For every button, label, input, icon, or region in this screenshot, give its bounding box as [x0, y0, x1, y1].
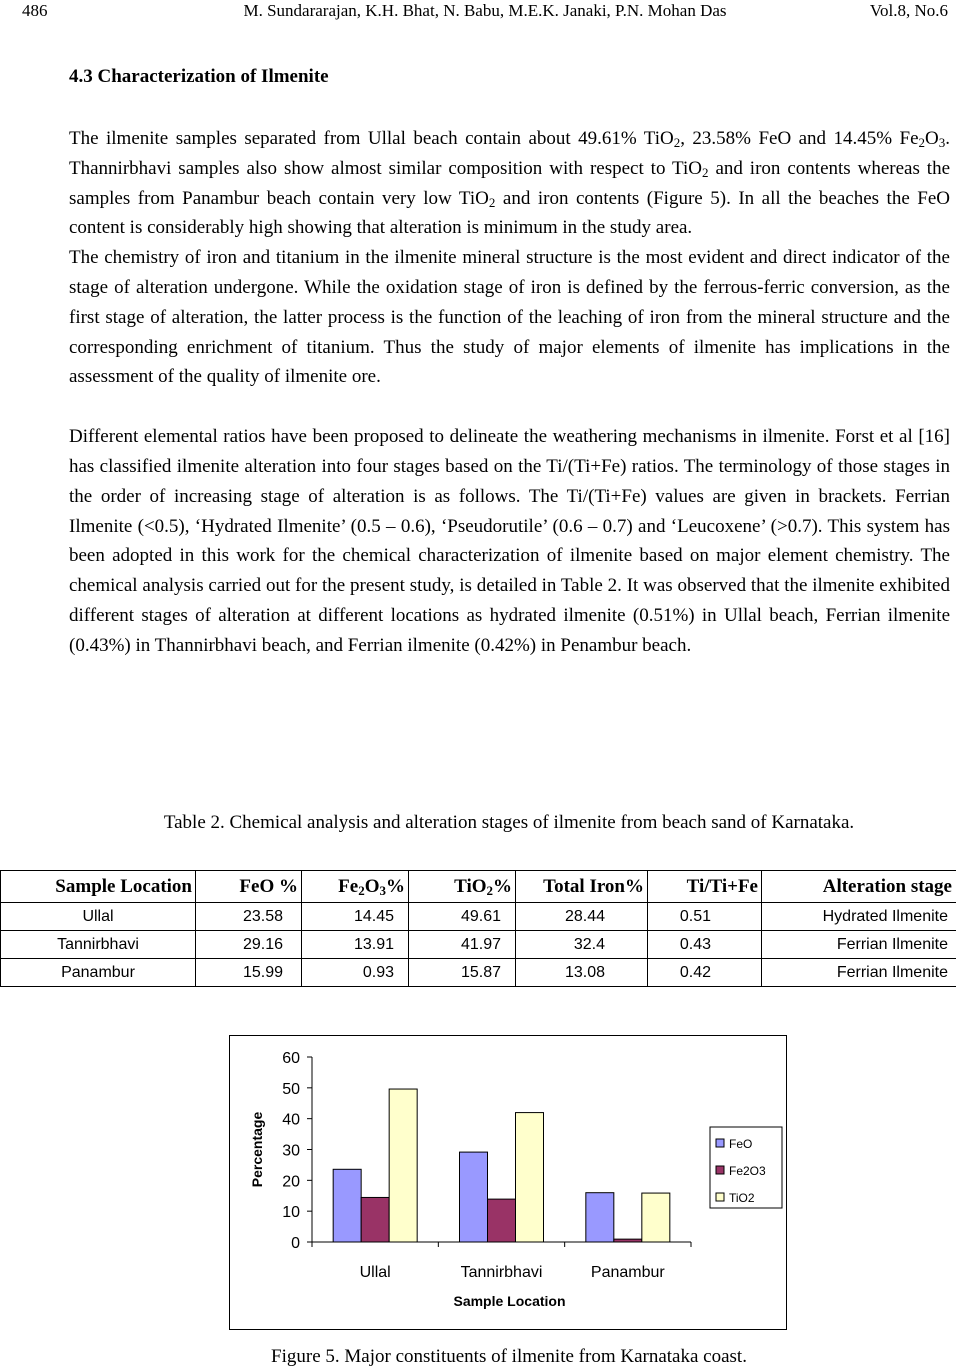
cell-tio2: 41.97 — [409, 931, 516, 959]
cell-feo: 23.58 — [196, 903, 302, 931]
figure-caption: Figure 5. Major constituents of ilmenite from Karnataka coast. — [271, 1346, 747, 1367]
header-fe2o3: $Fe_2O_3\%$ — [302, 871, 409, 903]
bar-chart-svg — [230, 1036, 786, 1329]
cell-tio2: 15.87 — [409, 959, 516, 987]
bar-feo — [586, 1193, 614, 1242]
cell-alteration-stage: Ferrian Ilmenite — [762, 959, 956, 987]
y-tick-label: 20 — [282, 1173, 300, 1191]
y-tick-label: 10 — [282, 1204, 300, 1222]
figure-5-chart — [229, 1035, 787, 1330]
chemical-analysis-table — [0, 870, 956, 987]
table-row — [1, 959, 956, 987]
paragraph-3: Different elemental ratios have been proposed to delineate the weathering mechanisms in ilmenite. Forst et al [16] has classified ilmenite alteration into four stages based on the Ti/(Ti+Fe) ratios. The terminology of those stages in the order of increasing stage of alteration is as follows. The Ti/(Ti+Fe) values are given in brackets. Ferrian Ilmenite (<0.5), ‘Hydrated Ilmenite’ (0.5 – 0.6), ‘Pseudorutile’ (0.6 – 0.7) and ‘Leucoxene’ (>0.7). This system has been adopted in this work for the chemical characterization of ilmenite based on major element chemistry. The chemical analysis carried out for the present study, is detailed in Table 2. It was observed that the ilmenite exhibited different stages of alteration at different locations as hydrated ilmenite (0.51%) in Ullal beach, Ferrian ilmenite (0.43%) in Thannirbhavi beach, and Ferrian ilmenite (0.42%) in Penambur beach. — [69, 426, 950, 656]
legend-label: TiO2 — [729, 1191, 755, 1205]
table-caption: Table 2. Chemical analysis and alteration stages of ilmenite from beach sand of Karnataka. — [163, 812, 855, 833]
x-tick-label: Panambur — [590, 1264, 665, 1281]
table-row — [1, 931, 956, 959]
cell-feo: 29.16 — [196, 931, 302, 959]
header-total-iron: Total Iron% — [516, 871, 648, 903]
bar-fe2o3 — [614, 1239, 642, 1242]
legend-label: Fe2O3 — [729, 1164, 766, 1178]
header-ti-ratio: Ti/Ti+Fe — [648, 871, 762, 903]
cell-ti-ratio: 0.51 — [648, 903, 762, 931]
y-tick-label: 60 — [282, 1050, 300, 1067]
legend-swatch-tio2 — [716, 1193, 724, 1201]
header-tio2: TiO$_2$% — [409, 871, 516, 903]
cell-total-iron: 32.4 — [516, 931, 648, 959]
legend-swatch-fe2o3 — [716, 1166, 724, 1174]
header-alteration-stage: Alteration stage — [762, 871, 956, 903]
cell-tio2: 49.61 — [409, 903, 516, 931]
cell-ti-ratio: 0.43 — [648, 931, 762, 959]
body-text — [69, 124, 950, 661]
header-feo: FeO % — [196, 871, 302, 903]
section-title: 4.3 Characterization of Ilmenite — [69, 66, 329, 87]
bar-fe2o3 — [361, 1197, 389, 1242]
volume-info: Vol.8, No.6 — [869, 1, 948, 20]
cell-location: Panambur — [1, 959, 196, 987]
cell-location: Tannirbhavi — [1, 931, 196, 959]
y-tick-label: 50 — [282, 1080, 300, 1098]
header-sample-location: Sample Location — [1, 871, 196, 903]
page-number: 486 — [22, 1, 48, 20]
cell-fe2o3: 14.45 — [302, 903, 409, 931]
bar-fe2o3 — [488, 1199, 516, 1242]
y-axis-title: Percentage — [249, 1111, 265, 1188]
table-row — [1, 903, 956, 931]
y-tick-label: 0 — [291, 1235, 300, 1252]
running-header — [22, 1, 948, 25]
bar-feo — [460, 1152, 488, 1242]
cell-feo: 15.99 — [196, 959, 302, 987]
table-header-row — [1, 871, 956, 903]
legend-label: FeO — [729, 1137, 753, 1151]
cell-total-iron: 28.44 — [516, 903, 648, 931]
cell-fe2o3: 0.93 — [302, 959, 409, 987]
bar-tio2 — [516, 1113, 544, 1242]
cell-alteration-stage: Ferrian Ilmenite — [762, 931, 956, 959]
paragraph-1: The ilmenite samples separated from Ullal beach contain about 49.61% TiO$_2$, 23.58% FeO and 14.45% $Fe_2O_3$. Thannirbhavi samples also show almost similar composition with respect to TiO$_2$ and iron contents whereas the samples from Panambur beach contain very low TiO$_2$ and iron contents (Figure 5). In all the beaches the FeO content is considerably high showing that alteration is minimum in the study area. — [69, 128, 951, 239]
cell-total-iron: 13.08 — [516, 959, 648, 987]
cell-ti-ratio: 0.42 — [648, 959, 762, 987]
cell-location: Ullal — [1, 903, 196, 931]
bar-feo — [333, 1169, 361, 1242]
cell-alteration-stage: Hydrated Ilmenite — [762, 903, 956, 931]
y-tick-label: 40 — [282, 1111, 300, 1129]
bar-tio2 — [642, 1193, 670, 1242]
bar-tio2 — [389, 1089, 417, 1242]
y-tick-label: 30 — [282, 1142, 300, 1160]
authors: M. Sundararajan, K.H. Bhat, N. Babu, M.E.K. Janaki, P.N. Mohan Das — [243, 1, 727, 20]
legend-swatch-feo — [716, 1139, 724, 1147]
paragraph-2: The chemistry of iron and titanium in the ilmenite mineral structure is the most evident and direct indicator of the stage of alteration undergone. While the oxidation stage of iron is defined by the ferrous-ferric conversion, as the first stage of alteration, the latter process is the function of the leaching of iron from the mineral structure and the corresponding enrichment of titanium. Thus the study of major elements of ilmenite has implications in the assessment of the quality of ilmenite ore. — [69, 247, 950, 388]
x-axis-title: Sample Location — [453, 1293, 566, 1309]
x-tick-label: Tannirbhavi — [460, 1264, 543, 1281]
cell-fe2o3: 13.91 — [302, 931, 409, 959]
x-tick-label: Ullal — [359, 1264, 391, 1281]
